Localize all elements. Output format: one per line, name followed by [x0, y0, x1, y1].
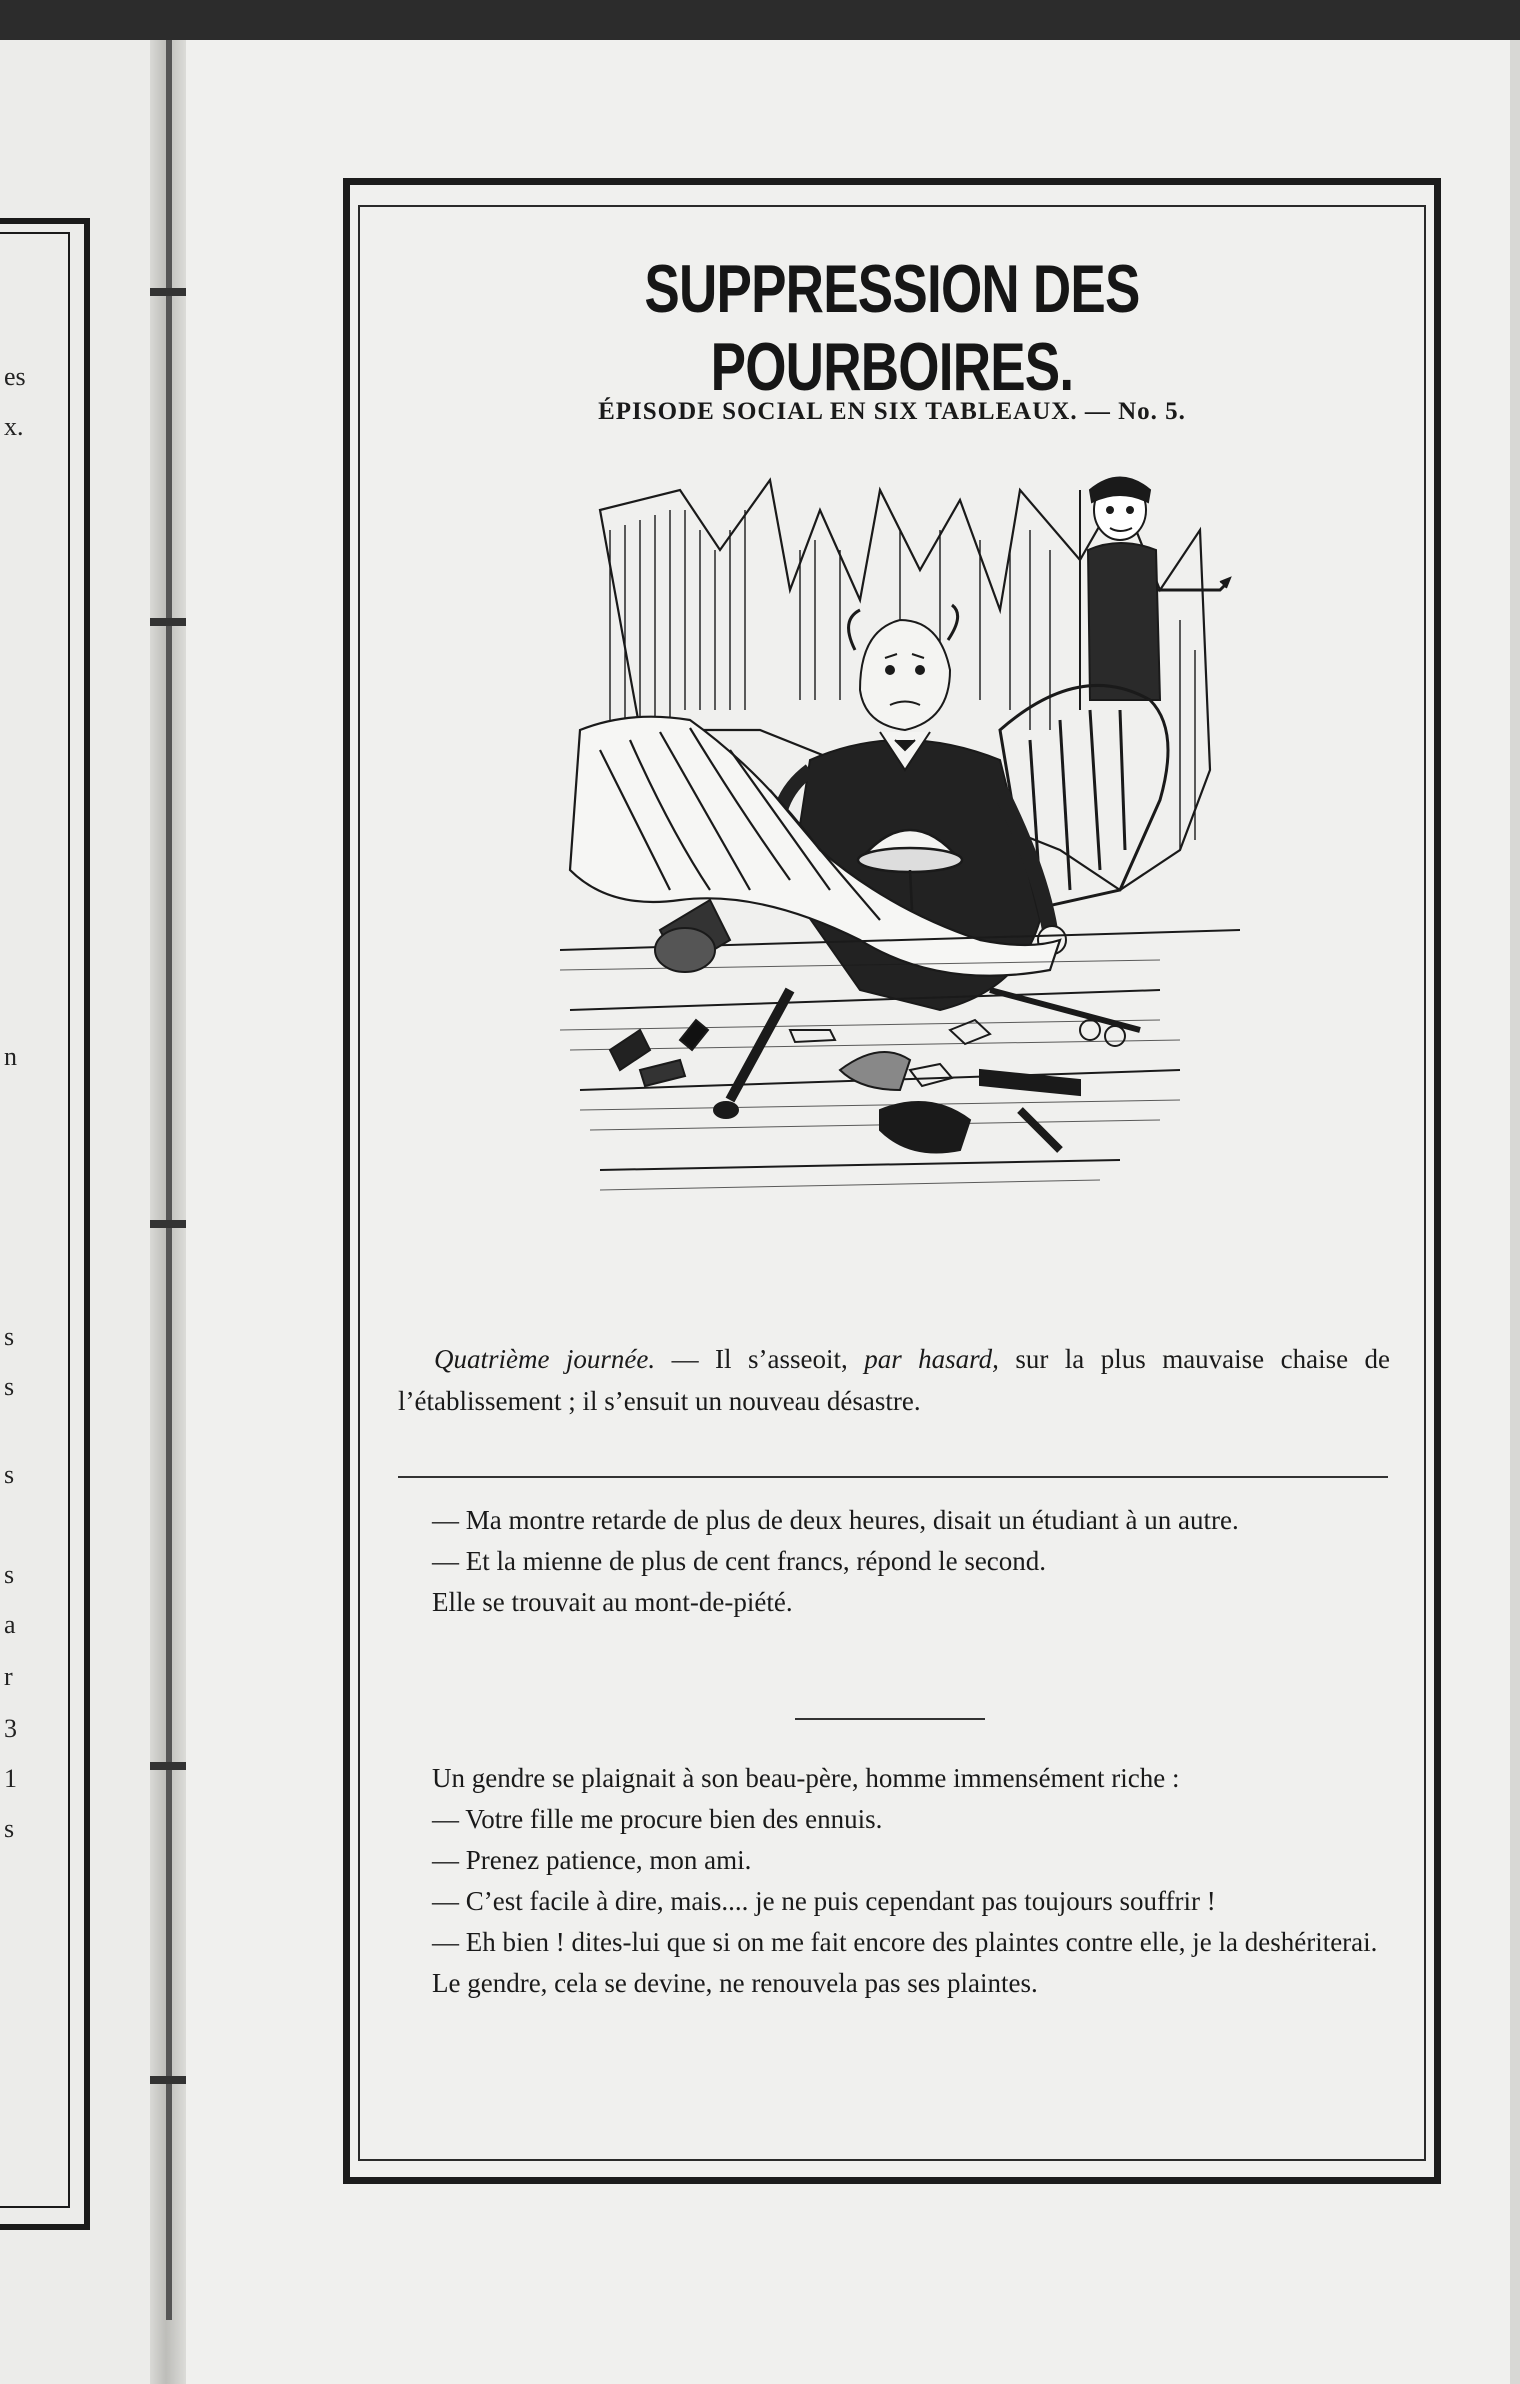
- left-text-fragment: x.: [4, 412, 24, 441]
- binding-stitch: [150, 618, 190, 626]
- cartoon-illustration: [560, 470, 1240, 1310]
- anecdote-son-in-law: [398, 1758, 1390, 2004]
- short-divider: [795, 1718, 985, 1720]
- binding-stitch: [150, 288, 190, 296]
- onlooker-figure: [1080, 478, 1230, 711]
- anecdote-line: — Ma montre retarde de plus de deux heures, disait un étudiant à un autre.: [432, 1505, 1239, 1535]
- page-edge: [1510, 40, 1520, 2384]
- scan-border: [0, 0, 1520, 40]
- caption-day-label: Quatrième journée.: [434, 1344, 656, 1374]
- left-text-fragment: s: [4, 1322, 15, 1351]
- binding-thread: [166, 40, 172, 2320]
- left-text-fragment: es: [4, 362, 26, 391]
- anecdote-line: — Prenez patience, mon ami.: [432, 1845, 752, 1875]
- anecdote-watch: [398, 1500, 1390, 1623]
- binding-stitch: [150, 1220, 190, 1228]
- page-subtitle: ÉPISODE SOCIAL EN SIX TABLEAUX. — No. 5.: [598, 398, 1186, 425]
- anecdote-line: Le gendre, cela se devine, ne renouvela pas ses plaintes.: [432, 1968, 1038, 1998]
- caption-text: — Il s’asseoit,: [655, 1344, 865, 1374]
- anecdote-line: — Eh bien ! dites-lui que si on me fait encore des plaintes contre elle, je la deshériterai.: [432, 1927, 1378, 1957]
- anecdote-line: — Et la mienne de plus de cent francs, répond le second.: [432, 1546, 1047, 1576]
- left-page-inner-frame: [0, 232, 70, 2208]
- anecdote-line: — Votre fille me procure bien des ennuis.: [432, 1804, 883, 1834]
- left-text-fragment: 1: [4, 1764, 17, 1793]
- left-text-fragment: s: [4, 1560, 15, 1589]
- illustration-caption: [398, 1338, 1390, 1422]
- anecdote-line: — C’est facile à dire, mais.... je ne puis cependant pas toujours souffrir !: [432, 1886, 1216, 1916]
- page-title: SUPPRESSION DES POURBOIRES.: [644, 251, 1140, 405]
- binding-stitch: [150, 2076, 190, 2084]
- left-text-fragment: s: [4, 1372, 15, 1401]
- left-text-fragment: a: [4, 1610, 16, 1639]
- left-text-fragment: 3: [4, 1714, 17, 1743]
- anecdote-line: Elle se trouvait au mont-de-piété.: [432, 1587, 793, 1617]
- binding-stitch: [150, 1762, 190, 1770]
- section-divider: [398, 1476, 1388, 1478]
- caption-text: sur la plus mauvaise chaise de l’établissement ; il s’ensuit un nouveau désastre.: [398, 1344, 1390, 1416]
- anecdote-line: Un gendre se plaignait à son beau-père, homme immensément riche :: [432, 1763, 1180, 1793]
- left-text-fragment: r: [4, 1662, 13, 1691]
- left-text-fragment: s: [4, 1460, 15, 1489]
- left-text-fragment: s: [4, 1814, 15, 1843]
- caption-italic-phrase: par hasard,: [864, 1344, 999, 1374]
- left-text-fragment: n: [4, 1042, 17, 1071]
